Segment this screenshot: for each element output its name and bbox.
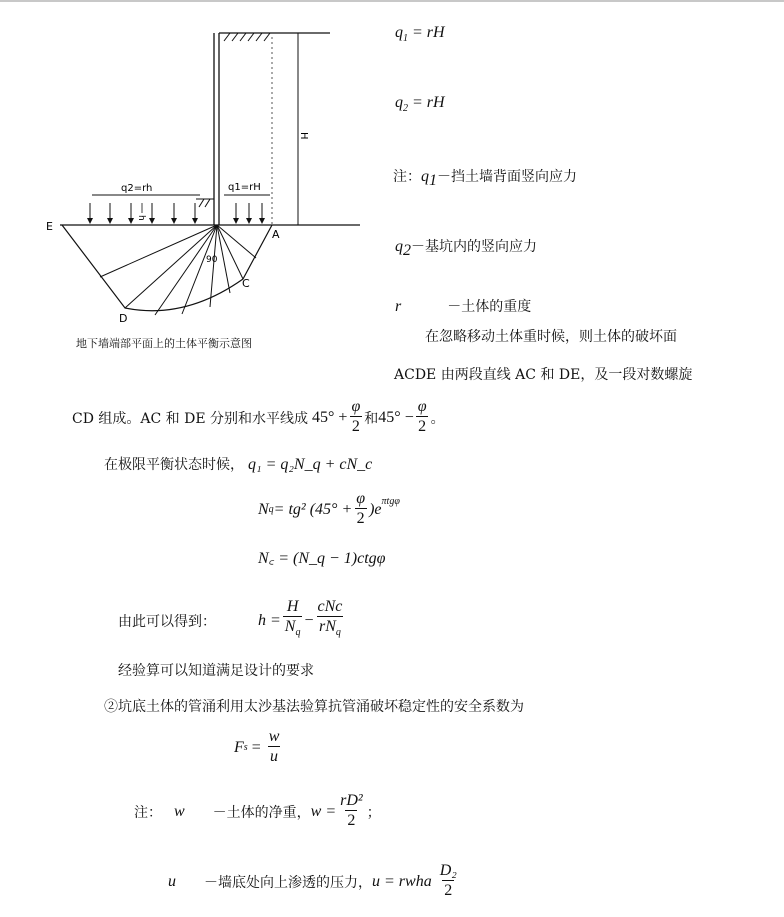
note-u: u －墙底处向上渗透的压力， u = r w h a $\frac{\text{D₂}}{2}$ xyxy=(168,862,457,899)
excavation-hatch xyxy=(199,199,210,207)
eq-q1: $q_1$ = rH xyxy=(395,24,445,45)
top-rule xyxy=(0,0,784,2)
label-A: A xyxy=(272,228,280,241)
para1-line1: 在忽略移动土体重时候，则土体的破坏面 xyxy=(425,329,677,345)
label-H: H xyxy=(298,132,309,140)
earth-pressure-diagram xyxy=(40,25,360,335)
limit-line: 在极限平衡状态时候， q₁ = q₂N_q + cN_c xyxy=(104,456,373,473)
check-text: 经验算可以知道满足设计的要求 xyxy=(118,663,314,679)
eq-nc: N꜀ = (N_q − 1)ctgφ xyxy=(258,550,386,567)
para1-line2: ACDE 由两段直线 AC 和 DE，及一段对数螺旋 xyxy=(394,367,693,383)
para1-line3: CD 组成。AC 和 DE 分别和水平线成 45° + $\frac{\varphi}{2}$ 和 45° − $\frac{\varphi}{2}$ 。 xyxy=(72,398,445,435)
diagram-caption: 地下墙端部平面上的土体平衡示意图 xyxy=(76,337,252,350)
eq-q2: $q_2$ = rH xyxy=(395,94,445,115)
label-90: 90 xyxy=(206,255,218,265)
piping-text: ②坑底土体的管涌利用太沙基法验算抗管涌破坏稳定性的安全系数为 xyxy=(104,699,524,715)
eq-fs: F s = $\frac{w}{u}$ xyxy=(234,728,280,765)
note-w: 注： w －土体的净重， w = $\frac{\text{rD²}}{2}$ ； xyxy=(134,792,381,829)
top-hatch xyxy=(224,33,270,41)
q1-arrows xyxy=(236,203,262,221)
eq-limit: q₁ = q₂N_q + cN_c xyxy=(248,456,373,473)
label-q1: q1=rH xyxy=(228,182,261,193)
note-r: r －土体的重度 xyxy=(395,298,532,315)
note-q2: $q_2-$基坑内的竖向应力 xyxy=(395,238,537,259)
note-q1: 注：$q_1-$挡土墙背面竖向应力 xyxy=(393,168,577,189)
slip-rays xyxy=(62,225,256,315)
derive-line: 由此可以得到： h = $\frac{H}{N_q}$ − $\frac{\text{cNc}}{rN_q}$ xyxy=(118,598,346,643)
label-q2: q2=rh xyxy=(121,183,153,194)
label-C: C xyxy=(242,277,250,290)
eq-nq: N q = tg² (45° + $\frac{\varphi}{2}$ )e $^{\pi tg\varphi}$ xyxy=(258,490,400,527)
label-D: D xyxy=(119,312,128,325)
label-h: h xyxy=(136,215,146,221)
label-E: E xyxy=(46,220,53,233)
